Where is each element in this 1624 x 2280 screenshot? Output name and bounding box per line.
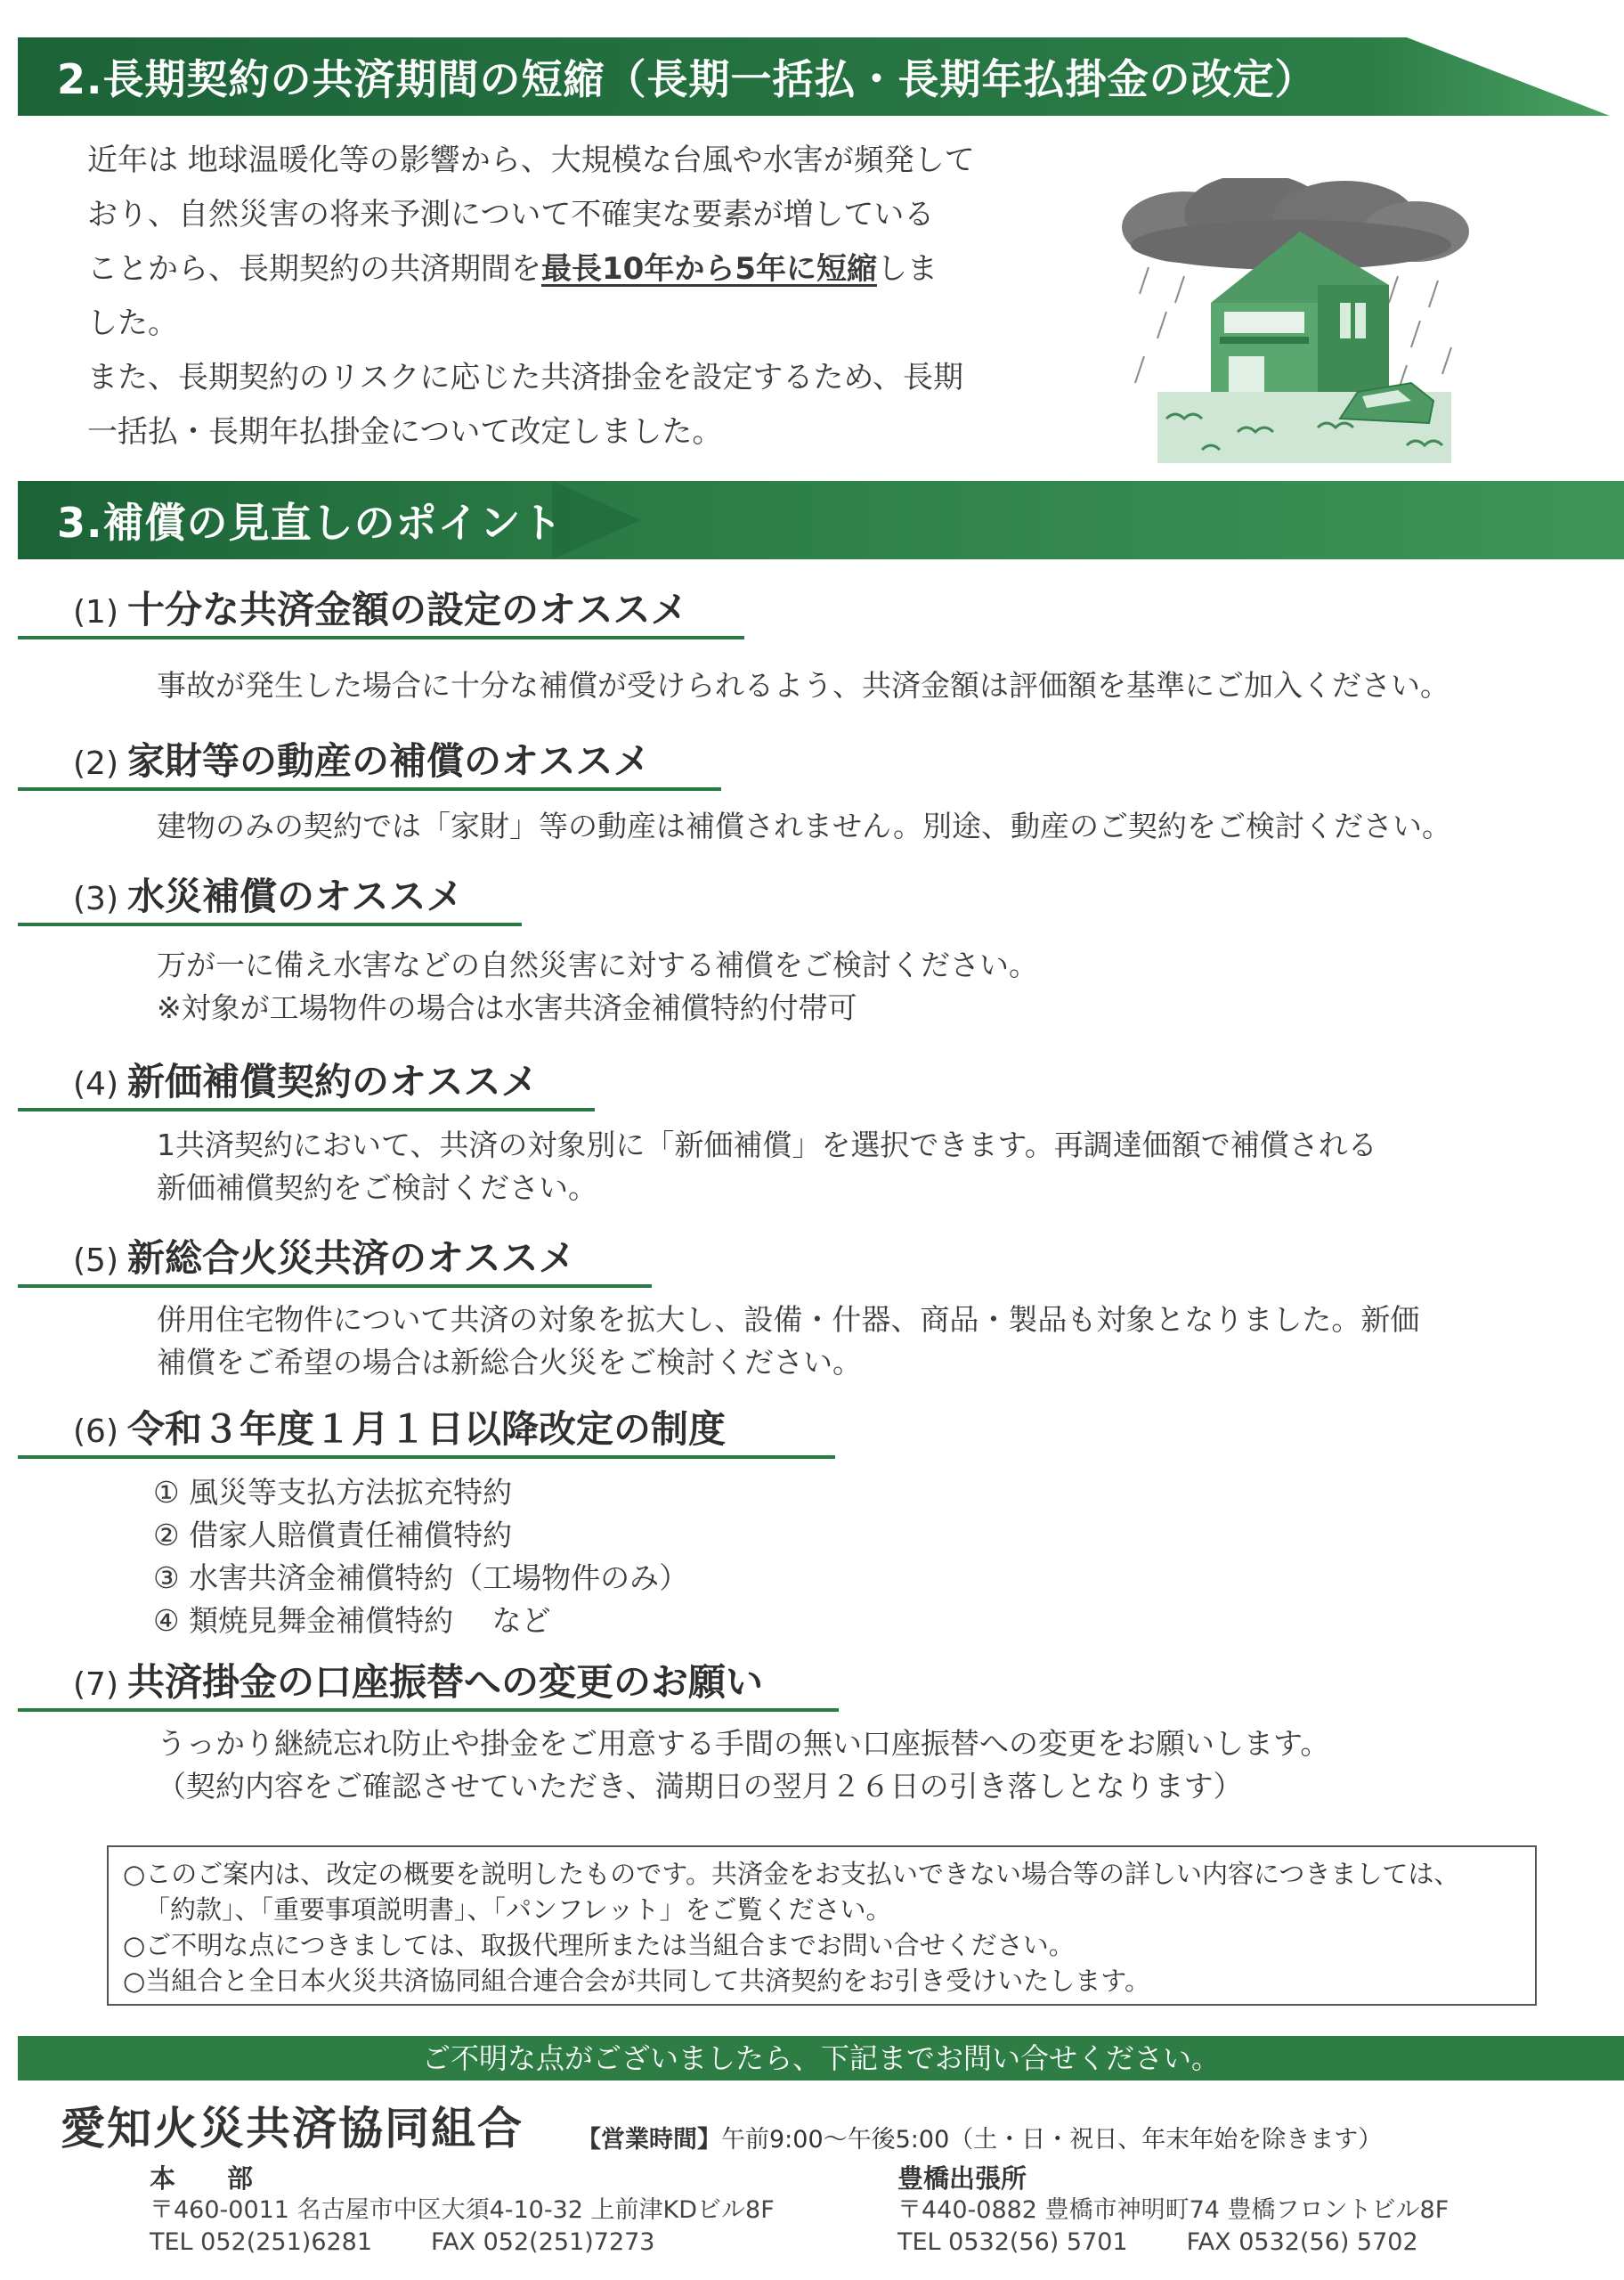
subsection-heading-2 [18, 729, 721, 791]
text-line: 1共済契約において、共済の対象別に「新価補償」を選択できます。再調達価額で補償される [157, 1128, 1377, 1162]
contact-bar: ご不明な点がございましたら、下記までお問い合せください。 [18, 2036, 1624, 2080]
flooded-house-illustration [1113, 178, 1469, 463]
notice-line: 「約款」、「重要事項説明書」、「パンフレット」をご覧ください。 [144, 1894, 892, 1925]
hours-value: 午前9:00〜午後5:00（土・日・祝日、年末年始を除きます） [721, 2126, 1383, 2154]
subsection-heading-3 [18, 864, 522, 926]
subsection-title [73, 581, 688, 634]
subsection-label: 家財等の動産の補償のオススメ [127, 739, 651, 783]
text-line: （契約内容をご確認させていただき、満期日の翌月２６日の引き落しとなります） [157, 1769, 1243, 1804]
subsection-text-6 [153, 1471, 688, 1642]
fax-number: FAX 0532(56) 5702 [1186, 2228, 1418, 2256]
notice-line: ○ご不明な点につきましては、取扱代理所または当組合までお問い合せください。 [123, 1930, 1075, 1960]
list-item: ③ 水害共済金補償特約（工場物件のみ） [153, 1560, 689, 1595]
list-item: ① 風災等支払方法拡充特約 [153, 1475, 513, 1510]
text-line: 事故が発生した場合に十分な補償が受けられるよう、共済金額は評価額を基準にご加入ください。 [157, 668, 1449, 703]
business-hours [577, 2120, 1382, 2154]
text-line: ※対象が工場物件の場合は水害共済金補償特約付帯可 [157, 990, 857, 1025]
office-toyohashi [897, 2162, 1449, 2259]
heading-underline [18, 1284, 652, 1288]
section2-title: 2.長期契約の共済期間の短縮（長期一括払・長期年払掛金の改定） [57, 55, 1317, 103]
subsection-heading-4 [18, 1049, 595, 1112]
text-line: うっかり継続忘れ防止や掛金をご用意する手間の無い口座振替への変更をお願いします。 [157, 1726, 1330, 1761]
subsection-label: 水災補償のオススメ [127, 875, 464, 918]
body-text: しま [876, 251, 938, 287]
office-phone [897, 2227, 1449, 2259]
subsection-number: (7) [73, 1666, 118, 1703]
heading-underline [18, 923, 522, 926]
subsection-text-1 [157, 664, 1449, 707]
heading-underline [18, 1708, 839, 1712]
subsection-number: (6) [73, 1413, 118, 1450]
heading-underline [18, 1108, 595, 1112]
body-line: 一括払・長期年払掛金について改定しました。 [87, 414, 723, 450]
text-line: 新価補償契約をご検討ください。 [157, 1170, 597, 1205]
subsection-number: (1) [73, 594, 118, 631]
subsection-text-3 [157, 944, 1038, 1030]
subsection-text-4 [157, 1124, 1377, 1209]
list-item: ④ 類焼見舞金補償特約 など [153, 1603, 551, 1638]
body-line: また、長期契約のリスクに応じた共済掛金を設定するため、長期 [87, 360, 963, 395]
tel-number: TEL 0532(56) 5701 [897, 2228, 1128, 2256]
fax-number: FAX 052(251)7273 [431, 2228, 655, 2256]
notice-line: ○このご案内は、改定の概要を説明したものです。共済金をお支払いできない場合等の詳しい内容につきましては、 [123, 1859, 1460, 1889]
office-phone [150, 2227, 775, 2259]
subsection-title [73, 1653, 763, 1706]
list-item: ② 借家人賠償責任補償特約 [153, 1518, 513, 1552]
subsection-label: 十分な共済金額の設定のオススメ [127, 588, 688, 631]
office-name: 豊橋出張所 [897, 2163, 1027, 2194]
office-address: 〒460-0011 名古屋市中区大須4-10-32 上前津KDビル8F [150, 2196, 775, 2224]
notice-box [107, 1845, 1537, 2006]
heading-underline [18, 787, 721, 791]
body-text: ことから、長期契約の共済期間を [87, 251, 541, 287]
text-line: 万が一に備え水害などの自然災害に対する補償をご検討ください。 [157, 948, 1038, 982]
subsection-title [73, 1400, 726, 1454]
subsection-number: (5) [73, 1242, 118, 1279]
section3-banner [18, 481, 1624, 559]
subsection-heading-7 [18, 1649, 839, 1712]
section2-banner [18, 37, 1610, 116]
subsection-label: 新価補償契約のオススメ [127, 1060, 539, 1103]
text-line: 併用住宅物件について共済の対象を拡大し、設備・什器、商品・製品も対象となりました。新価 [157, 1302, 1420, 1337]
subsection-text-7 [157, 1722, 1329, 1808]
subsection-title [73, 1053, 539, 1106]
emphasis-text: 最長10年から5年に短縮 [541, 251, 877, 287]
subsection-text-2 [157, 805, 1451, 848]
body-line: おり、自然災害の将来予測について不確実な要素が増している [87, 197, 935, 232]
office-headquarters [150, 2162, 775, 2259]
body-line: した。 [87, 305, 178, 341]
subsection-title [73, 867, 464, 921]
office-name: 本 部 [150, 2163, 254, 2194]
body-line: 近年は 地球温暖化等の影響から、大規模な台風や水害が頻発して [87, 142, 975, 178]
tel-number: TEL 052(251)6281 [150, 2228, 373, 2256]
subsection-number: (4) [73, 1066, 118, 1103]
section2-body [87, 134, 1031, 460]
subsection-number: (2) [73, 745, 118, 782]
text-line: 補償をご希望の場合は新総合火災をご検討ください。 [157, 1345, 862, 1380]
office-address: 〒440-0882 豊橋市神明町74 豊橋フロントビル8F [897, 2196, 1449, 2224]
body-line [87, 242, 1031, 297]
subsection-heading-1 [18, 577, 744, 639]
heading-underline [18, 1455, 835, 1459]
text-line: 建物のみの契約では「家財」等の動産は補償されません。別途、動産のご契約をご検討ください。 [157, 809, 1451, 843]
subsection-title [73, 1229, 576, 1282]
subsection-label: 新総合火災共済のオススメ [127, 1236, 576, 1280]
section3-title: 3.補償の見直しのポイント [57, 499, 564, 547]
heading-underline [18, 636, 744, 639]
subsection-heading-6 [18, 1396, 835, 1459]
subsection-heading-5 [18, 1226, 652, 1288]
subsection-label: 令和３年度１月１日以降改定の制度 [127, 1407, 727, 1451]
subsection-number: (3) [73, 881, 118, 917]
subsection-label: 共済掛金の口座振替への変更のお願い [127, 1660, 764, 1704]
subsection-text-5 [157, 1299, 1419, 1384]
subsection-title [73, 732, 651, 786]
hours-label: 【営業時間】 [577, 2126, 721, 2154]
notice-line: ○当組合と全日本火災共済協同組合連合会が共同して共済契約をお引き受けいたします。 [123, 1966, 1150, 1996]
organization-name: 愛知火災共済協同組合 [61, 2103, 524, 2154]
